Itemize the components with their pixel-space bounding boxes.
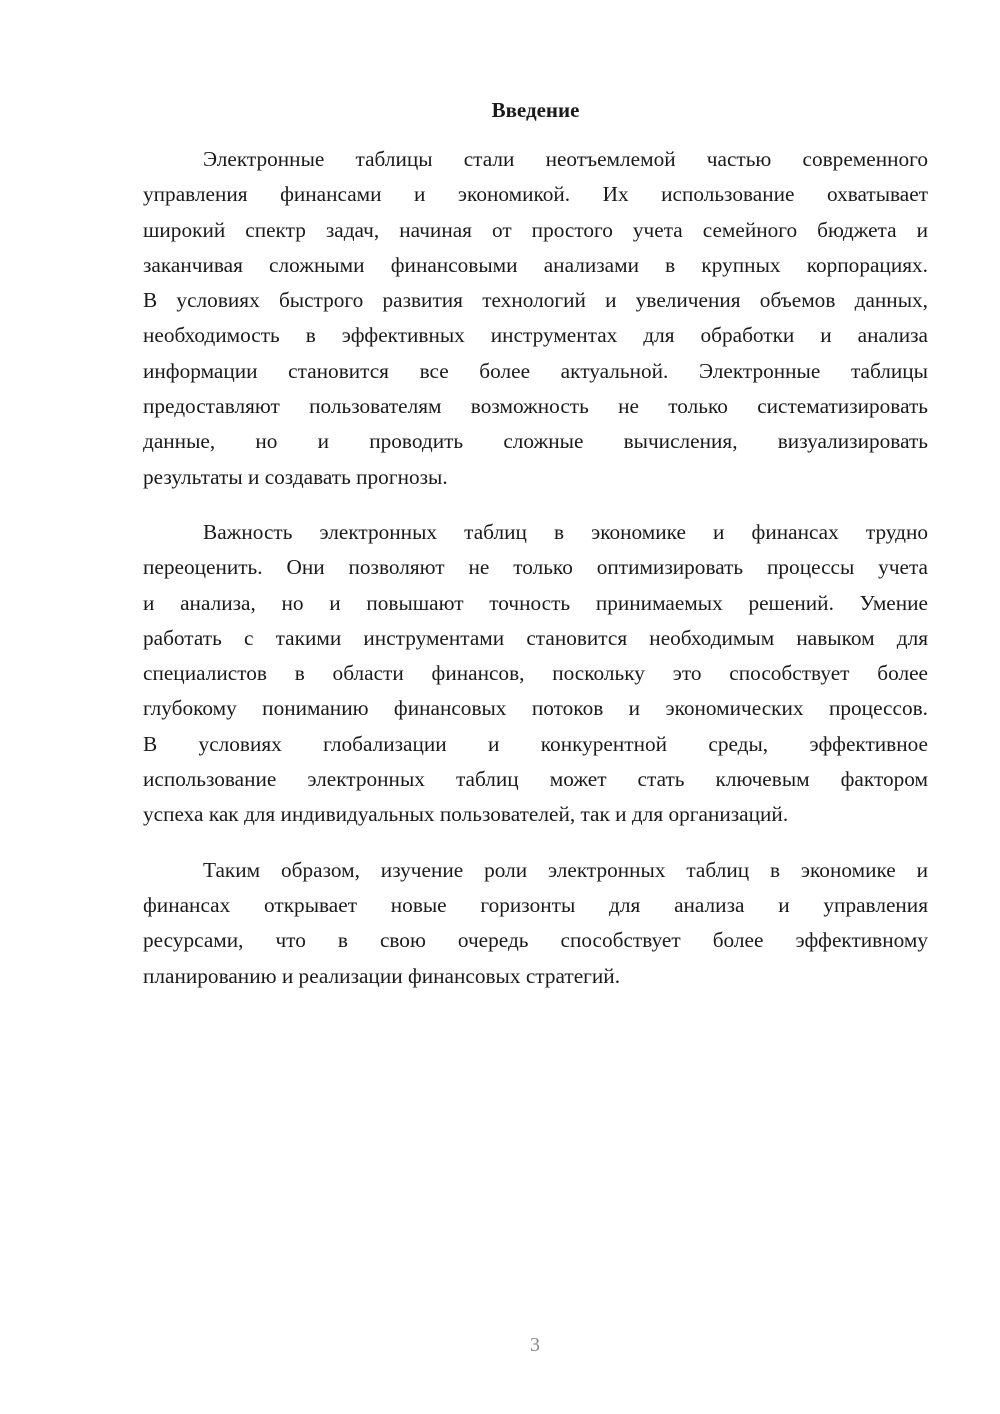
- section-title: Введение: [491, 98, 580, 122]
- paragraph-line: необходимость в эффективных инструментах для обработки и анализа: [143, 323, 928, 348]
- paragraph-line: и анализа, но и повышают точность принимаемых решений. Умение: [143, 590, 928, 615]
- document-body: [143, 142, 928, 1014]
- paragraph-line: данные, но и проводить сложные вычисления, визуализировать: [143, 429, 928, 454]
- paragraph-line: специалистов в области финансов, поскольку это способствует более: [143, 661, 928, 686]
- paragraph-line: В условиях глобализации и конкурентной среды, эффективное: [143, 731, 928, 756]
- paragraph-line: информации становится все более актуальной. Электронные таблицы: [143, 358, 928, 383]
- paragraph-line: финансах открывает новые горизонты для анализа и управления: [143, 892, 928, 917]
- paragraph-line: предоставляют пользователям возможность не только систематизировать: [143, 394, 928, 419]
- paragraph-line: переоценить. Они позволяют не только оптимизировать процессы учета: [143, 555, 928, 580]
- paragraph: [143, 515, 928, 833]
- paragraph-line: управления финансами и экономикой. Их использование охватывает: [143, 182, 928, 207]
- paragraph-line: Таким образом, изучение роли электронных таблиц в экономике и: [203, 857, 928, 882]
- paragraph-line: использование электронных таблиц может стать ключевым фактором: [143, 767, 928, 792]
- paragraph: [143, 142, 928, 495]
- paragraph-line: успеха как для индивидуальных пользователей, так и для организаций.: [143, 802, 789, 827]
- paragraph-line: результаты и создавать прогнозы.: [143, 464, 448, 489]
- paragraph-line: Электронные таблицы стали неотъемлемой частью современного: [203, 147, 928, 171]
- page-number: 3: [530, 1334, 540, 1356]
- paragraph-line: Важность электронных таблиц в экономике и финансах трудно: [203, 519, 928, 544]
- paragraph-line: заканчивая сложными финансовыми анализами в крупных корпорациях.: [143, 252, 928, 277]
- paragraph-line: работать с такими инструментами становится необходимым навыком для: [143, 625, 928, 650]
- paragraph-line: глубокому пониманию финансовых потоков и экономических процессов.: [143, 696, 928, 721]
- paragraph-line: широкий спектр задач, начиная от простого учета семейного бюджета и: [143, 217, 928, 242]
- paragraph-line: планированию и реализации финансовых стратегий.: [143, 963, 621, 988]
- paragraph-line: В условиях быстрого развития технологий и увеличения объемов данных,: [143, 288, 928, 313]
- paragraph-line: ресурсами, что в свою очередь способствует более эффективному: [143, 928, 928, 953]
- paragraph: [143, 853, 928, 994]
